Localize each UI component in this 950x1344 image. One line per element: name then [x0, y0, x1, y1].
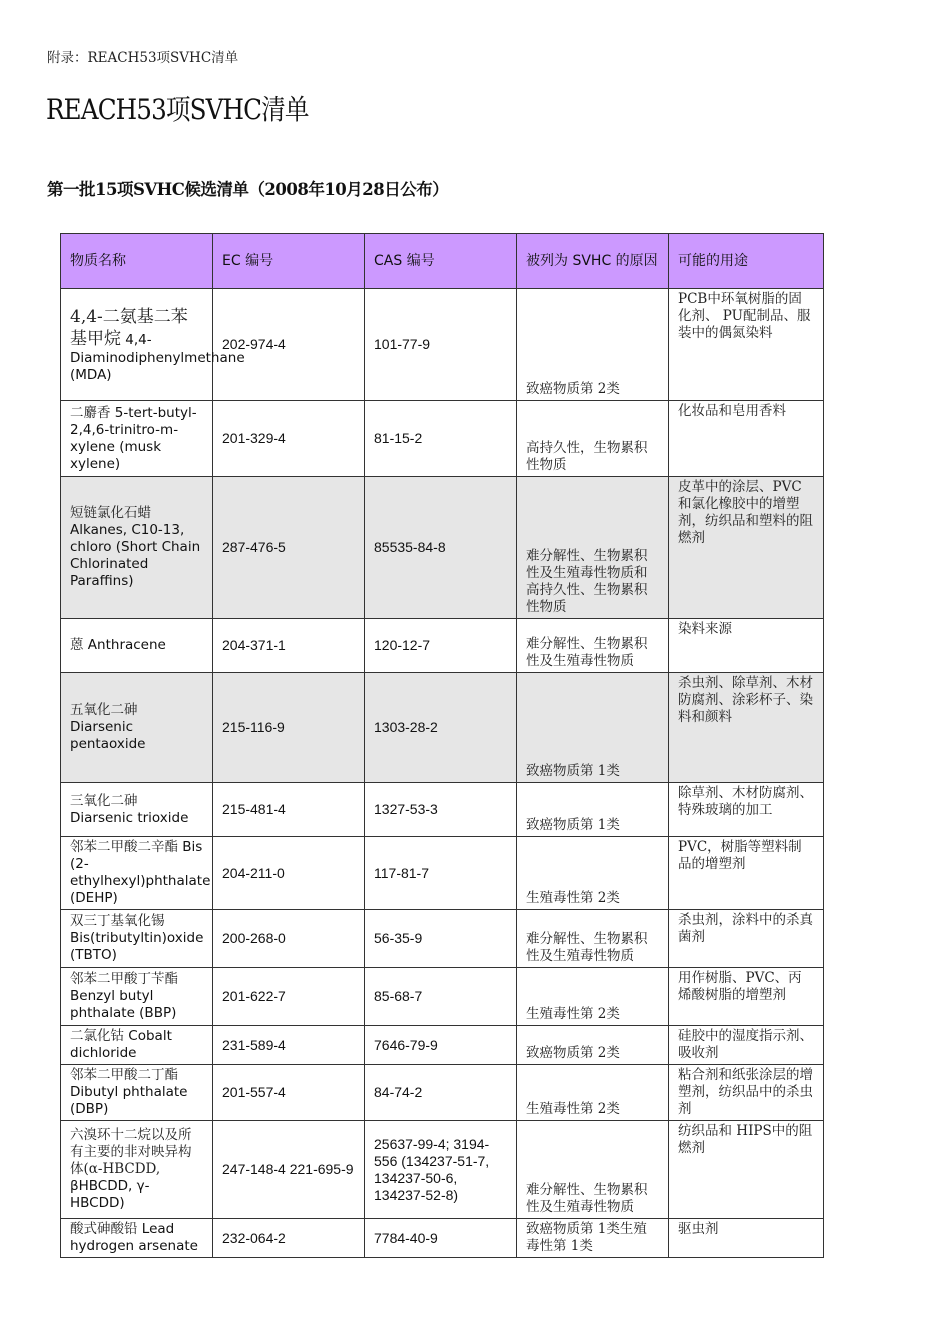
substance-name-cell — [61, 1219, 213, 1258]
svhc-reason-cell: 难分解性、生物累积性及生殖毒性物质 — [517, 1121, 669, 1219]
header-reason: 被列为 SVHC 的原因 — [517, 234, 669, 289]
substance-name-cn: 邻苯二甲酸二丁酯 — [70, 1067, 178, 1083]
cas-number-cell: 81-15-2 — [365, 401, 517, 477]
substance-name-cell — [61, 673, 213, 783]
ec-number-cell: 215-116-9 — [213, 673, 365, 783]
ec-number-cell: 247-148-4 221-695-9 — [213, 1121, 365, 1219]
ec-number-cell: 204-371-1 — [213, 619, 365, 673]
substance-name-en: Bis (2-ethylhexyl)phthalate (DEHP) — [70, 839, 211, 906]
ec-number-cell: 201-557-4 — [213, 1065, 365, 1121]
appendix-label: 附录：REACH53项SVHC清单 — [47, 50, 239, 66]
table-row — [61, 1121, 824, 1219]
possible-use-cell: 粘合剂和纸张涂层的增塑剂，纺织品中的杀虫剂 — [669, 1065, 824, 1121]
table-row — [61, 1026, 824, 1065]
cas-number-cell: 85535-84-8 — [365, 477, 517, 619]
svhc-reason-cell: 致癌物质第 1类生殖毒性第 1类 — [517, 1219, 669, 1258]
substance-name-cn: 4,4-二氨基二苯基甲烷 — [70, 306, 188, 349]
svhc-reason-cell: 致癌物质第 2类 — [517, 1026, 669, 1065]
cas-number-cell: 85-68-7 — [365, 968, 517, 1026]
ec-number-cell: 231-589-4 — [213, 1026, 365, 1065]
substance-name-en: 5-tert-butyl-2,4,6-trinitro-m-xylene (musk xylene) — [70, 404, 197, 472]
substance-name-en: Bis(tributyltin)oxide (TBTO) — [70, 930, 204, 963]
header-use: 可能的用途 — [669, 234, 824, 289]
substance-name-cell — [61, 783, 213, 837]
substance-name-cell — [61, 477, 213, 619]
substance-name-en: 4,4-Diaminodiphenylmethane (MDA) — [70, 331, 245, 383]
substance-name-en: Benzyl butyl phthalate (BBP) — [70, 988, 177, 1021]
header-ec: EC 编号 — [213, 234, 365, 289]
substance-name-cell — [61, 1121, 213, 1219]
substance-name-cn: 酸式砷酸铅 — [70, 1221, 138, 1237]
possible-use-cell: 硅胶中的湿度指示剂、吸收剂 — [669, 1026, 824, 1065]
svhc-reason-cell: 致癌物质第 2类 — [517, 289, 669, 401]
ec-number-cell: 204-211-0 — [213, 837, 365, 910]
table-row — [61, 477, 824, 619]
possible-use-cell: 皮革中的涂层、PVC和氯化橡胶中的增塑剂，纺织品和塑料的阻燃剂 — [669, 477, 824, 619]
substance-name-cn: 六溴环十二烷以及所有主要的非对映异构体(α-HBCDD, — [70, 1127, 192, 1177]
cas-number-cell: 101-77-9 — [365, 289, 517, 401]
substance-name-cn: 邻苯二甲酸二辛酯 — [70, 839, 178, 855]
possible-use-cell: 染料来源 — [669, 619, 824, 673]
possible-use-cell: 杀虫剂、除草剂、木材防腐剂、涂彩杯子、染料和颜料 — [669, 673, 824, 783]
header-cas: CAS 编号 — [365, 234, 517, 289]
table-row — [61, 968, 824, 1026]
table-row — [61, 673, 824, 783]
substance-name-cell — [61, 1065, 213, 1121]
substance-name-cn: 二氯化钴 — [70, 1028, 124, 1044]
possible-use-cell: 用作树脂、PVC、丙烯酸树脂的增塑剂 — [669, 968, 824, 1026]
substance-name-cn: 短链氯化石蜡 — [70, 505, 151, 521]
possible-use-cell: 杀虫剂，涂料中的杀真菌剂 — [669, 910, 824, 968]
cas-number-cell: 25637-99-4; 3194-556 (134237-51-7, 134237-50-6, 134237-52-8) — [365, 1121, 517, 1219]
ec-number-cell: 202-974-4 — [213, 289, 365, 401]
table-row — [61, 910, 824, 968]
table-row — [61, 837, 824, 910]
substance-name-cell — [61, 910, 213, 968]
cas-number-cell: 117-81-7 — [365, 837, 517, 910]
possible-use-cell: PCB中环氧树脂的固化剂、 PU配制品、服装中的偶氮染料 — [669, 289, 824, 401]
table-row — [61, 1219, 824, 1258]
table-row — [61, 289, 824, 401]
page-title: REACH53项SVHC清单 — [46, 93, 309, 126]
substance-name-cn: 五氧化二砷 — [70, 702, 138, 718]
substance-name-cn: 蒽 — [70, 637, 84, 653]
possible-use-cell: 纺织品和 HIPS中的阻燃剂 — [669, 1121, 824, 1219]
cas-number-cell: 120-12-7 — [365, 619, 517, 673]
ec-number-cell: 200-268-0 — [213, 910, 365, 968]
substance-name-cell — [61, 968, 213, 1026]
svhc-reason-cell: 致癌物质第 1类 — [517, 673, 669, 783]
substance-name-en: Cobalt dichloride — [70, 1028, 172, 1061]
ec-number-cell: 201-622-7 — [213, 968, 365, 1026]
substance-name-en: Anthracene — [87, 637, 166, 653]
possible-use-cell: 化妆品和皂用香料 — [669, 401, 824, 477]
svhc-reason-cell: 难分解性、生物累积性及生殖毒性物质 — [517, 910, 669, 968]
svhc-reason-cell: 生殖毒性第 2类 — [517, 1065, 669, 1121]
section-heading: 第一批15项SVHC候选清单（2008年10月28日公布） — [47, 180, 449, 199]
substance-name-cell — [61, 289, 245, 401]
svhc-reason-cell: 生殖毒性第 2类 — [517, 837, 669, 910]
svhc-table — [60, 233, 824, 1258]
substance-name-en: Dibutyl phthalate (DBP) — [70, 1084, 188, 1117]
ec-number-cell: 232-064-2 — [213, 1219, 365, 1258]
header-substance: 物质名称 — [61, 234, 213, 289]
substance-name-cn: 双三丁基氧化锡 — [70, 913, 165, 929]
table-row — [61, 619, 824, 673]
table-row — [61, 401, 824, 477]
substance-name-cell — [61, 401, 213, 477]
possible-use-cell: PVC，树脂等塑料制品的增塑剂 — [669, 837, 824, 910]
substance-name-en: βHBCDD, γ-HBCDD) — [70, 1178, 150, 1211]
cas-number-cell: 7784-40-9 — [365, 1219, 517, 1258]
table-row — [61, 783, 824, 837]
substance-name-en: Diarsenic trioxide — [70, 809, 189, 826]
substance-name-en: Diarsenic pentaoxide — [70, 719, 146, 752]
ec-number-cell: 201-329-4 — [213, 401, 365, 477]
svhc-reason-cell: 生殖毒性第 2类 — [517, 968, 669, 1026]
cas-number-cell: 7646-79-9 — [365, 1026, 517, 1065]
possible-use-cell: 除草剂、木材防腐剂、特殊玻璃的加工 — [669, 783, 824, 837]
cas-number-cell: 56-35-9 — [365, 910, 517, 968]
table-row — [61, 1065, 824, 1121]
substance-name-en: Alkanes, C10-13, chloro (Short Chain Chlorinated Paraffins) — [70, 522, 201, 589]
substance-name-cn: 三氧化二砷 — [70, 792, 138, 809]
substance-name-cn: 邻苯二甲酸丁苄酯 — [70, 971, 178, 987]
substance-name-en: Lead hydrogen arsenate — [70, 1221, 198, 1254]
cas-number-cell: 84-74-2 — [365, 1065, 517, 1121]
svhc-reason-cell: 高持久性，生物累积性物质 — [517, 401, 669, 477]
substance-name-cn: 二麝香 — [70, 404, 111, 421]
table-header-row — [61, 234, 824, 289]
possible-use-cell: 驱虫剂 — [669, 1219, 824, 1258]
ec-number-cell: 215-481-4 — [213, 783, 365, 837]
substance-name-cell — [61, 1026, 213, 1065]
svhc-reason-cell: 难分解性、生物累积性及生殖毒性物质 — [517, 619, 669, 673]
cas-number-cell: 1303-28-2 — [365, 673, 517, 783]
substance-name-cell — [61, 837, 213, 910]
svhc-reason-cell: 难分解性、生物累积性及生殖毒性物质和高持久性、生物累积性物质 — [517, 477, 669, 619]
substance-name-cell — [61, 619, 213, 673]
svhc-reason-cell: 致癌物质第 1类 — [517, 783, 669, 837]
ec-number-cell: 287-476-5 — [213, 477, 365, 619]
cas-number-cell: 1327-53-3 — [365, 783, 517, 837]
